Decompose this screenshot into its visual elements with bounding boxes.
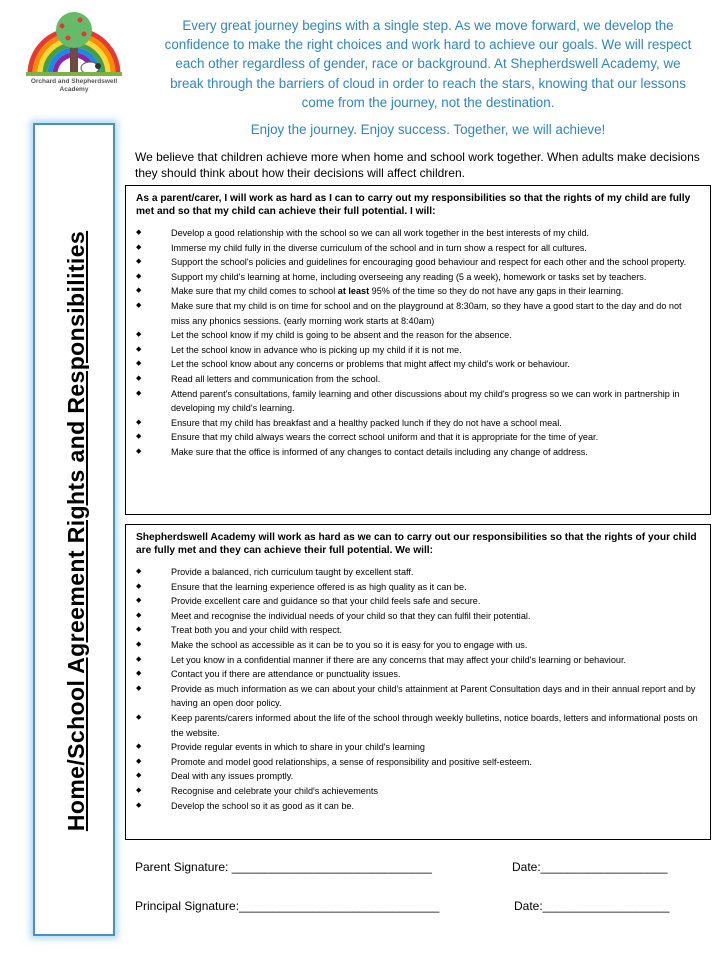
vision-statement: Every great journey begins with a single step. As we move forward, we develop the confidence to make the right choices and work hard to achieve our goals. We will respect each other regardless of gender, race or background. At Shepherdswell Academy, we break through the barriers of cloud in order to reach the stars, knowing that our lessons come from the journey, not the destination. [164, 18, 692, 110]
list-item: ◆ Promote and model good relationships, a sense of responsibility and positive self-esteem. [136, 755, 700, 770]
rainbow-tree-icon [20, 8, 128, 80]
list-item: ◆ Keep parents/carers informed about the life of the school through weekly bulletins, notice boards, letters and informational posts on the website. [136, 711, 700, 740]
school-logo [20, 8, 128, 108]
list-item: ◆ Let the school know in advance who is picking up my child if it is not me. [136, 343, 700, 358]
list-item: ◆ Develop the school so it as good as it can be. [136, 799, 700, 814]
parent-section-heading: As a parent/carer, I will work as hard as I can to carry out my responsibilities so that the rights of my child are fully met and so that my child can achieve their full potential. I will: [136, 193, 691, 217]
principal-signature-line[interactable]: Principal Signature:______________________________ [135, 899, 440, 913]
list-item: ◆ Let you know in a confidential manner if there are any concerns that may affect your child's learning or behaviour. [136, 653, 700, 668]
school-motto: Enjoy the journey. Enjoy success. Together, we will achieve! [250, 122, 606, 137]
document-title: Home/School Agreement Rights and Responsibilities [63, 230, 89, 832]
principal-date-line[interactable]: Date:___________________ [514, 899, 670, 913]
list-item: ◆ Provide a balanced, rich curriculum taught by excellent staff. [136, 565, 700, 580]
list-item: ◆ Make sure that the office is informed of any changes to contact details including any change of address. [136, 445, 700, 460]
emphasis-text: at least [337, 286, 370, 297]
list-item: ◆ Attend parent's consultations, family learning and other discussions about my child's progress so we can work in partnership in developing my child's learning. [136, 387, 700, 416]
list-item: ◆ Deal with any issues promptly. [136, 769, 700, 784]
parent-signature-line[interactable]: Parent Signature: ______________________________ [135, 860, 432, 874]
side-title-panel [33, 123, 115, 936]
list-item: ◆ Read all letters and communication from the school. [136, 372, 700, 387]
list-item: ◆ Ensure that the learning experience offered is as high quality as it can be. [136, 580, 700, 595]
belief-statement: We believe that children achieve more when home and school work together. When adults make decisions they should think about how their decisions will affect children. [135, 150, 700, 180]
parent-responsibility-list [136, 226, 700, 460]
list-item: ◆ Ensure that my child always wears the correct school uniform and that it is appropriate for the time of year. [136, 430, 700, 445]
list-item: ◆ Let the school know about any concerns or problems that might affect my child's work or behaviour. [136, 357, 700, 372]
list-item: ◆ Support my child's learning at home, including overseeing any reading (5 a week), homework or tasks set by teachers. [136, 270, 700, 285]
list-item: ◆ Contact you if there are attendance or punctuality issues. [136, 667, 700, 682]
list-item: ◆ Support the school's policies and guidelines for encouraging good behaviour and respect for each other and the school property. [136, 255, 700, 270]
school-responsibilities-box [125, 524, 711, 840]
list-item: ◆ Provide excellent care and guidance so that your child feels safe and secure. [136, 594, 700, 609]
list-item: ◆ Recognise and celebrate your child's achievements [136, 784, 700, 799]
list-item: ◆ Provide regular events in which to share in your child's learning [136, 740, 700, 755]
parent-responsibilities-box [125, 185, 711, 515]
list-item: ◆ Immerse my child fully in the diverse curriculum of the school and in turn show a respect for all cultures. [136, 241, 700, 256]
school-responsibility-list [136, 565, 700, 813]
list-item: ◆ Provide as much information as we can about your child's attainment at Parent Consultation days and in their annual report and by having an open door policy. [136, 682, 700, 711]
school-name-line1: Orchard and Shepherdswell [30, 78, 118, 85]
school-section-heading: Shepherdswell Academy will work as hard as we can to carry out our responsibilities so that the rights of your child are fully met and they can achieve their full potential. We will: [136, 532, 697, 556]
list-item: ◆ Meet and recognise the individual needs of your child so that they can fulfil their potential. [136, 609, 700, 624]
list-item: ◆ Make sure that my child is on time for school and on the playground at 8:30am, so they have a good start to the day and do not miss any phonics sessions. (early morning work starts at 8:40am) [136, 299, 700, 328]
list-item: ◆ Make sure that my child comes to school at least 95% of the time so they do not have any gaps in their learning. [136, 284, 700, 299]
school-name-line2: Academy [59, 86, 89, 93]
list-item: ◆ Let the school know if my child is going to be absent and the reason for the absence. [136, 328, 700, 343]
list-item: ◆ Make the school as accessible as it can be to you so it is easy for you to engage with us. [136, 638, 700, 653]
school-logo-text [20, 78, 128, 94]
list-item: ◆ Develop a good relationship with the school so we can all work together in the best interests of my child. [136, 226, 700, 241]
list-item: ◆ Treat both you and your child with respect. [136, 623, 700, 638]
list-item: ◆ Ensure that my child has breakfast and a healthy packed lunch if they do not have a school meal. [136, 416, 700, 431]
parent-date-line[interactable]: Date:___________________ [512, 860, 668, 874]
